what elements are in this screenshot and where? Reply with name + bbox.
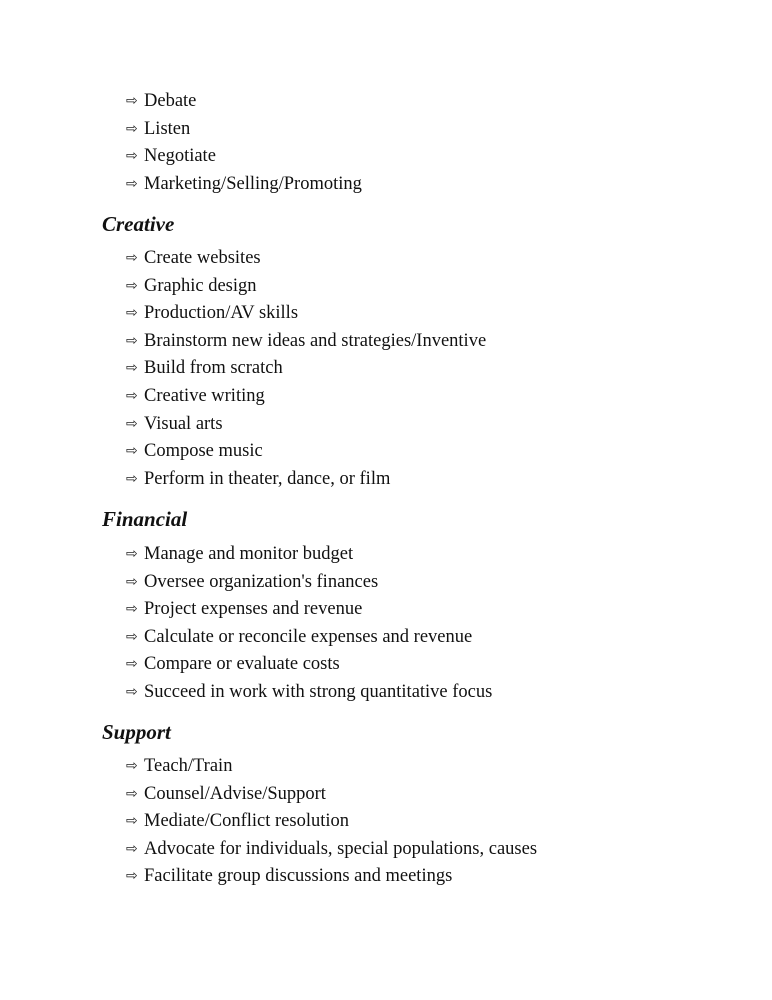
list-item-text: Advocate for individuals, special populations, causes <box>144 838 538 859</box>
list-item <box>126 782 537 810</box>
right-arrow-icon: ⇨ <box>126 758 138 774</box>
list-item <box>126 652 492 680</box>
list-item-text: Create websites <box>144 248 261 268</box>
list-item-text: Build from scratch <box>144 358 283 379</box>
list-item <box>126 864 537 892</box>
list-item <box>126 597 492 625</box>
list-item-text: Project expenses and revenue <box>144 599 363 620</box>
list-item <box>126 439 486 467</box>
right-arrow-icon: ⇨ <box>126 120 138 137</box>
list-item-text: Mediate/Conflict resolution <box>144 811 349 832</box>
list-item <box>126 172 362 200</box>
list-item <box>126 467 486 495</box>
right-arrow-icon: ⇨ <box>126 277 138 294</box>
list-item <box>126 625 492 653</box>
right-arrow-icon: ⇨ <box>126 470 138 487</box>
list-item <box>126 680 492 708</box>
right-arrow-icon: ⇨ <box>126 148 138 165</box>
list-item <box>126 274 486 302</box>
list-item-text: Listen <box>144 118 191 139</box>
list-item-text: Debate <box>144 91 197 111</box>
right-arrow-icon: ⇨ <box>126 656 138 673</box>
right-arrow-icon: ⇨ <box>126 840 138 857</box>
right-arrow-icon: ⇨ <box>126 683 138 700</box>
section-heading: Financial <box>102 507 188 531</box>
list-item-text: Teach/Train <box>144 756 233 776</box>
right-arrow-icon: ⇨ <box>126 250 138 266</box>
list-item-text: Manage and monitor budget <box>144 544 354 564</box>
section-heading: Support <box>102 720 171 744</box>
list-item <box>126 570 492 598</box>
right-arrow-icon: ⇨ <box>126 601 138 618</box>
right-arrow-icon: ⇨ <box>126 305 138 322</box>
right-arrow-icon: ⇨ <box>126 93 138 109</box>
bullet-list <box>126 246 486 494</box>
right-arrow-icon: ⇨ <box>126 573 138 590</box>
list-item-text: Graphic design <box>144 275 257 296</box>
list-item-text: Negotiate <box>144 146 216 167</box>
list-item <box>126 809 537 837</box>
list-item <box>126 89 362 117</box>
list-item-text: Compare or evaluate costs <box>144 654 340 675</box>
list-item <box>126 117 362 145</box>
right-arrow-icon: ⇨ <box>126 443 138 460</box>
list-item-text: Oversee organization's finances <box>144 571 379 592</box>
list-item-text: Compose music <box>144 441 263 462</box>
right-arrow-icon: ⇨ <box>126 360 138 377</box>
list-item <box>126 754 537 782</box>
right-arrow-icon: ⇨ <box>126 332 138 349</box>
bullet-list <box>126 89 362 199</box>
list-item-text: Perform in theater, dance, or film <box>144 468 391 489</box>
list-item <box>126 356 486 384</box>
bullet-list <box>126 542 492 708</box>
list-item <box>126 542 492 570</box>
right-arrow-icon: ⇨ <box>126 175 138 192</box>
bullet-list <box>126 754 537 892</box>
list-item-text: Calculate or reconcile expenses and revenue <box>144 626 473 647</box>
list-item <box>126 301 486 329</box>
list-item-text: Succeed in work with strong quantitative focus <box>144 681 493 702</box>
right-arrow-icon: ⇨ <box>126 415 138 432</box>
list-item <box>126 246 486 274</box>
list-item-text: Counsel/Advise/Support <box>144 783 326 804</box>
list-item <box>126 384 486 412</box>
list-item <box>126 412 486 440</box>
list-item-text: Visual arts <box>144 413 223 434</box>
list-item <box>126 329 486 357</box>
right-arrow-icon: ⇨ <box>126 546 138 562</box>
right-arrow-icon: ⇨ <box>126 387 138 404</box>
list-item <box>126 144 362 172</box>
right-arrow-icon: ⇨ <box>126 785 138 802</box>
list-item-text: Facilitate group discussions and meetings <box>144 866 453 887</box>
list-item-text: Brainstorm new ideas and strategies/Inventive <box>144 330 487 351</box>
right-arrow-icon: ⇨ <box>126 813 138 830</box>
list-item-text: Production/AV skills <box>144 303 299 324</box>
list-item-text: Creative writing <box>144 385 265 406</box>
right-arrow-icon: ⇨ <box>126 628 138 645</box>
list-item-text: Marketing/Selling/Promoting <box>144 173 362 194</box>
list-item <box>126 837 537 865</box>
right-arrow-icon: ⇨ <box>126 868 138 885</box>
section-heading: Creative <box>102 212 175 236</box>
